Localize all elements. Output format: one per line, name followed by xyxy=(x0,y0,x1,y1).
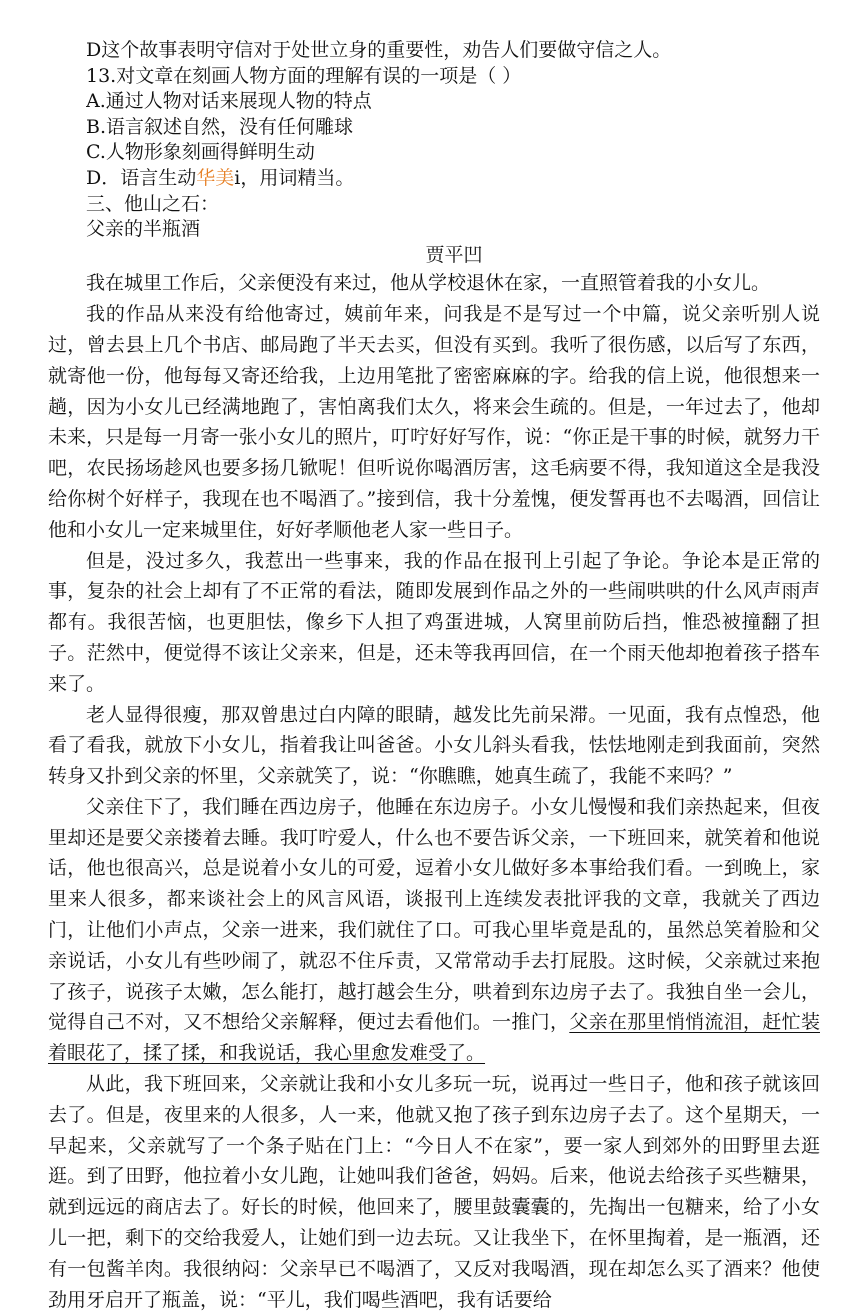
paragraph-4: 老人显得很瘦，那双曾患过白内障的眼睛，越发比先前呆滞。一见面，我有点惶恐，他看了看我，就放下小女儿，指着我让叫爸爸。小女儿斜头看我，怯怯地刚走到我面前，突然转身又扑到父亲的怀里，父亲就笑了，说：“你瞧瞧，她真生疏了，我能不来吗？” xyxy=(48,703,820,788)
q13-option-d xyxy=(86,166,816,192)
q13-option-b: B.语言叙述自然，没有任何雕球 xyxy=(86,115,354,138)
article-author: 贾平凹 xyxy=(425,243,483,266)
q13-option-a: A.通过人物对话来展现人物的特点 xyxy=(86,90,372,113)
paragraph-5-underlined-text: 父亲在那里悄悄流泪，赶忙装着眼花了，揉了揉，和我说话， xyxy=(48,1011,820,1065)
paragraph-5 xyxy=(48,792,820,1069)
section-heading: 三、他山之石： xyxy=(86,192,220,215)
q13-option-d-suffix: i，用词精当。 xyxy=(234,166,355,189)
q13-option-d-highlight: 华美 xyxy=(196,166,235,189)
q13-option-d-prefix: D．语言生动 xyxy=(86,166,197,189)
paragraph-5-tail: 我心里愈发难受了。 xyxy=(314,1042,486,1065)
article-title: 父亲的半瓶酒 xyxy=(86,218,201,241)
paragraph-6: 从此，我下班回来，父亲就让我和小女儿多玩一玩，说再过一些日子，他和孩子就该回去了。但是，夜里来的人很多，人一来，他就又抱了孩子到东边房子去了。这个星期天，一早起来，父亲就写了一个条子贴在门上：“今日人不在家”，要一家人到郊外的田野里去逛逛。到了田野，他拉着小女儿跑，让她叫我们爸爸，妈妈。后来，他说去给孩子买些糖果，就到远远的商店去了。好长的时候，他回来了，腰里鼓囊囊的，先掏出一包糖来，给了小女儿一把，剩下的交给我爱人，让她们到一边去玩。又让我坐下，在怀里掏着，是一瓶酒，还有一包酱羊肉。我很纳闷：父亲早已不喝酒了，又反对我喝酒，现在却怎么买了酒来？他使劲用牙启开了瓶盖，说：“平儿，我们喝些酒吧，我有话要给 xyxy=(48,1073,820,1311)
q13-option-c: C.人物形象刻画得鲜明生动 xyxy=(86,141,315,164)
q12-option-d: D这个故事表明守信对于处世立身的重要性，劝告人们要做守信之人。 xyxy=(86,39,672,61)
paragraph-5-main: 父亲住下了，我们睡在西边房子，他睡在东边房子。小女儿慢慢和我们亲热起来，但夜里却还是要父亲搂着去睡。我叮咛爱人，什么也不要告诉父亲，一下班回来，就笑着和他说话，他也很高兴，总是说着小女儿的可爱，逗着小女儿做好多本事给我们看。一到晚上，家里来人很多，都来谈社会上的风言风语，谈报刊上连续发表批评我的文章，我就关了西边门，让他们小声点，父亲一进来，我们就住了口。可我心里毕竟是乱的，虽然总笑着脸和父亲说话，小女儿有些吵闹了，就忍不住斥责，又常常动手去打屁股。这时候，父亲就过来抱了孩子，说孩子太嫩，怎么能打，越打越会生分，哄着到东边房子去了。我独自坐一会儿，觉得自己不对，又不想给父亲解释，便过去看他们。一推门， xyxy=(48,795,820,1034)
paragraph-3: 但是，没过多久，我惹出一些事来，我的作品在报刊上引起了争论。争论本是正常的事，复杂的社会上却有了不正常的看法，随即发展到作品之外的一些闹哄哄的什么风声雨声都有。我很苦恼，也更胆怯，像乡下人担了鸡蛋进城，人窝里前防后挡，惟恐被撞翻了担子。茫然中，便觉得不该让父亲来，但是，还未等我再回信，在一个雨天他却抱着孩子搭车来了。 xyxy=(48,549,820,695)
paragraph-2: 我的作品从来没有给他寄过，姨前年来，问我是不是写过一个中篇，说父亲听别人说过，曾去县上几个书店、邮局跑了半天去买，但没有买到。我听了很伤感，以后写了东西，就寄他一份，他每每又寄还给我，上边用笔批了密密麻麻的字。给我的信上说，他很想来一趟，因为小女儿已经满地跑了，害怕离我们太久，将来会生疏的。但是，一年过去了，他却未来，只是每一月寄一张小女儿的照片，叮咛好好写作，说：“你正是干事的时候，就努力干吧，农民扬场趁风也要多扬几锨呢！但听说你喝酒厉害，这毛病要不得，我知道这全是我没给你树个好样子，我现在也不喝酒了。”接到信，我十分羞愧，便发誓再也不去喝酒，回信让他和小女儿一定来城里住，好好孝顺他老人家一些日子。 xyxy=(48,303,820,541)
q13-stem: 13.对文章在刻画人物方面的理解有误的一项是（ ） xyxy=(86,64,522,87)
paragraph-1: 我在城里工作后，父亲便没有来过，他从学校退休在家，一直照管着我的小女儿。 xyxy=(86,272,771,295)
